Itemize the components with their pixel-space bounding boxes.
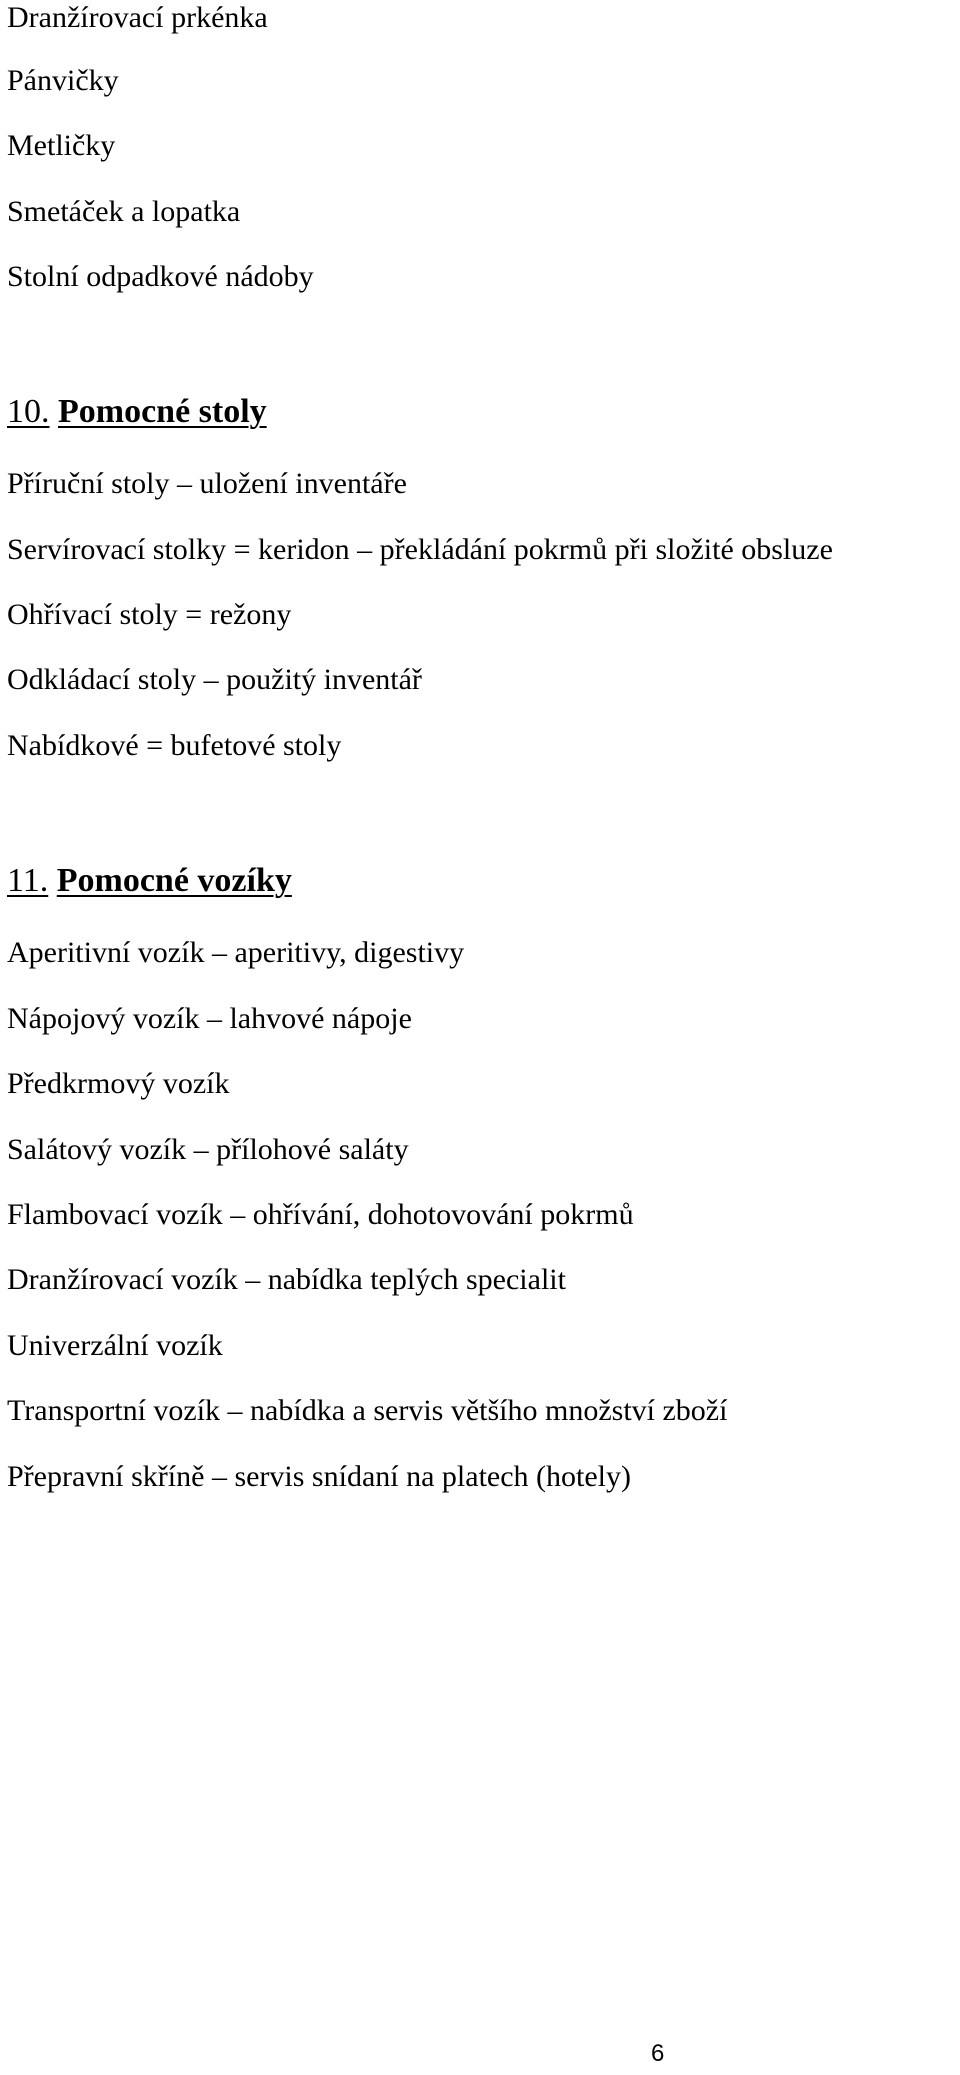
list-item: Univerzální vozík <box>7 1329 223 1362</box>
list-item: Nápojový vozík – lahvové nápoje <box>7 1002 412 1035</box>
list-item: Dranžírovací vozík – nabídka teplých specialit <box>7 1263 566 1296</box>
section-number: 11. <box>7 862 49 899</box>
list-item: Aperitivní vozík – aperitivy, digestivy <box>7 936 465 969</box>
list-item: Příruční stoly – uložení inventáře <box>7 467 407 500</box>
list-item: Dranžírovací prkénka <box>7 1 268 34</box>
list-item: Pánvičky <box>7 64 119 97</box>
list-item: Servírovací stolky = keridon – překládání pokrmů při složité obsluze <box>7 533 833 566</box>
list-item: Smetáček a lopatka <box>7 195 241 228</box>
section-number: 10. <box>7 393 50 430</box>
list-item: Metličky <box>7 129 116 162</box>
list-item: Ohřívací stoly = režony <box>7 598 292 631</box>
section-title: Pomocné stoly <box>58 393 267 430</box>
list-item: Předkrmový vozík <box>7 1067 230 1100</box>
list-item: Nabídkové = bufetové stoly <box>7 729 342 762</box>
page-number: 6 <box>651 2040 665 2067</box>
list-item: Stolní odpadkové nádoby <box>7 260 314 293</box>
section-heading-10 <box>7 392 267 432</box>
list-item: Salátový vozík – přílohové saláty <box>7 1133 409 1166</box>
section-heading-11 <box>7 861 292 901</box>
section-title: Pomocné vozíky <box>56 862 292 899</box>
list-item: Odkládací stoly – použitý inventář <box>7 663 422 696</box>
list-item: Přepravní skříně – servis snídaní na platech (hotely) <box>7 1460 631 1493</box>
list-item: Flambovací vozík – ohřívání, dohotovování pokrmů <box>7 1198 634 1231</box>
list-item: Transportní vozík – nabídka a servis většího množství zboží <box>7 1394 728 1427</box>
